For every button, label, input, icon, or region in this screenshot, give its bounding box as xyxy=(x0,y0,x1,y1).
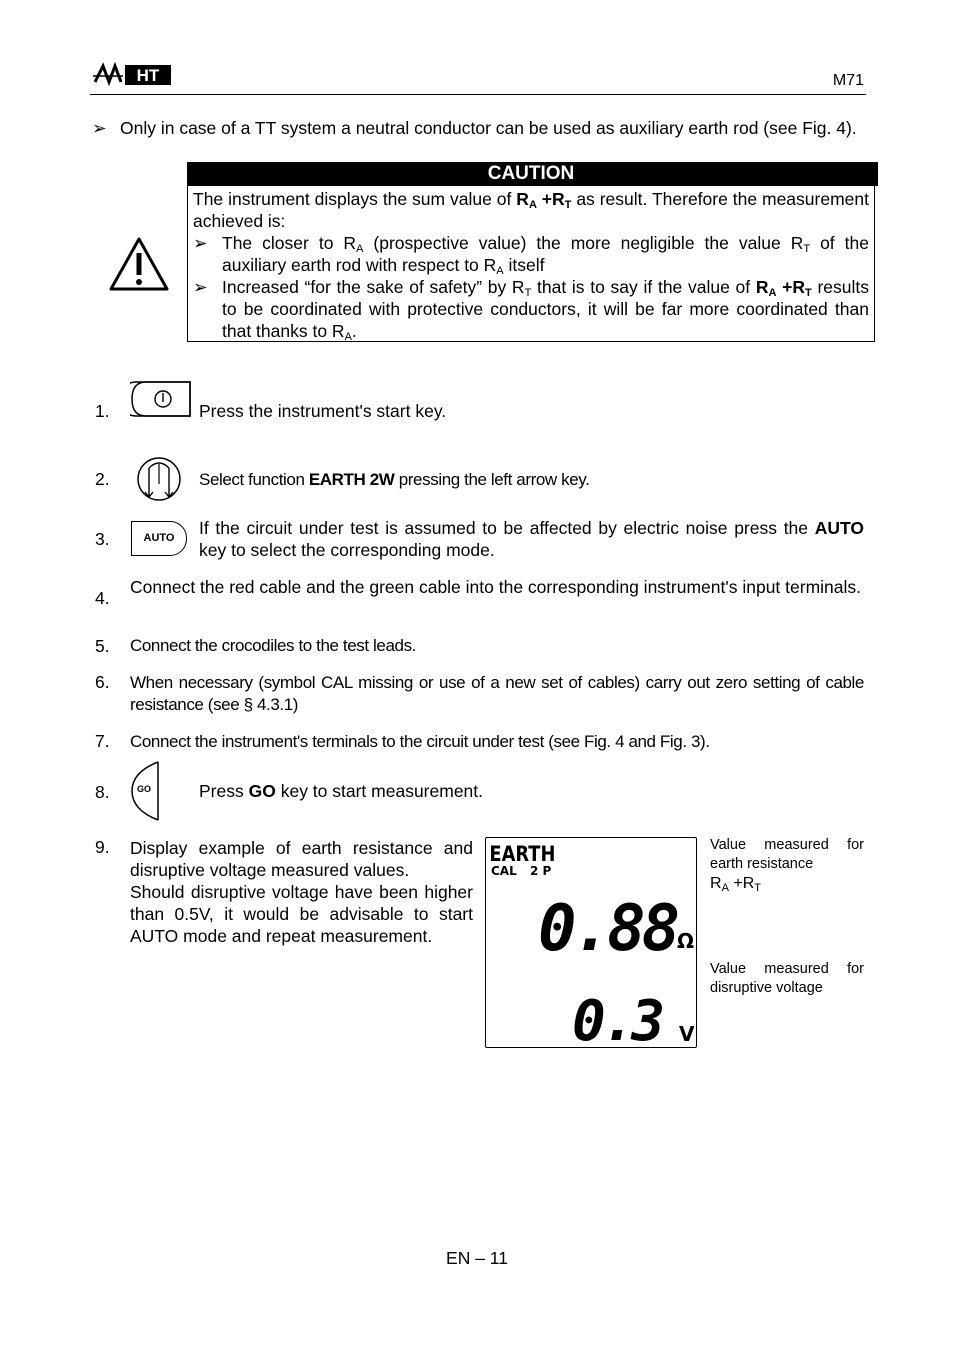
lcd-sub-unit: V xyxy=(679,1022,695,1046)
label-voltage: Value measured for disruptive voltage xyxy=(710,961,864,996)
step-number: 4. xyxy=(95,588,110,608)
caution-item-1: ➢ The closer to $R_A$ (prospective value) the more negligible the value $R_T$ of the auxiliary earth rod with respect to $R_A$ itself xyxy=(193,233,869,277)
step-number: 9. xyxy=(95,837,110,857)
intro-bullet xyxy=(92,117,864,139)
step-number: 1. xyxy=(95,401,110,421)
caution-body xyxy=(193,188,869,342)
step-number: 3. xyxy=(95,529,110,549)
svg-text:GO: GO xyxy=(136,784,152,794)
caution-title: CAUTION xyxy=(187,162,875,186)
arrow-key-icon xyxy=(136,456,182,502)
lcd-display xyxy=(485,837,697,1048)
step-number: 2. xyxy=(95,469,110,489)
step-text: When necessary (symbol CAL missing or use of a new set of cables) carry out zero setting of cable resistance (see § 4.3.1) xyxy=(130,673,864,714)
auto-key-icon: AUTO xyxy=(131,521,187,556)
model-name: M71 xyxy=(832,72,864,89)
bullet-mark: ➢ xyxy=(92,118,107,138)
caution-item-2: ➢ Increased “for the sake of safety” by $R_T$ that is to say if the value of $R_A +R_T$ results to be coordinated with protective conductors, it will be far more coordinated than that thanks to $R_A$. xyxy=(193,277,869,343)
logo-text: HT xyxy=(136,66,160,85)
header-rule xyxy=(90,94,866,95)
lcd-cal: CAL xyxy=(491,864,517,878)
intro-text: Only in case of a TT system a neutral conductor can be used as auxiliary earth rod (see Fig. 4). xyxy=(120,118,857,138)
start-key-icon xyxy=(130,380,192,418)
go-key-icon xyxy=(130,760,162,822)
step-number: 7. xyxy=(95,731,110,751)
caution-paragraph: The instrument displays the sum value of $R_A +R_T$ as result. Therefore the measurement achieved is: xyxy=(193,189,869,231)
ht-logo xyxy=(93,62,173,88)
page-number: EN – 11 xyxy=(446,1248,508,1268)
step-number: 6. xyxy=(95,672,110,692)
step-text: Press the instrument's start key. xyxy=(199,401,447,421)
lcd-sub-value: 0.3 xyxy=(572,989,662,1048)
step-text: Select function EARTH 2W pressing the left arrow key. xyxy=(199,470,590,489)
step-text: If the circuit under test is assumed to be affected by electric noise press the AUTO key to select the corresponding mode. xyxy=(199,518,864,560)
lcd-mode: 2 P xyxy=(530,864,552,878)
step-text: Connect the crocodiles to the test leads. xyxy=(130,636,416,655)
step-number: 8. xyxy=(95,782,110,802)
lcd-function: EARTH xyxy=(489,841,556,867)
step-text: Connect the red cable and the green cable into the corresponding instrument's input terminals. xyxy=(130,577,862,597)
step-text: Press GO key to start measurement. xyxy=(199,781,484,801)
step-text: Display example of earth resistance and disruptive voltage measured values. Should disruptive voltage have been higher than 0.5V, it would be advisable to start AUTO mode and repeat measurement. xyxy=(130,838,473,946)
label-resistance: Value measured for earth resistance $R_A +R_T$ xyxy=(710,837,864,894)
lcd-main-value: 0.88 xyxy=(538,892,677,966)
lcd-main-unit: Ω xyxy=(677,929,695,953)
step-number: 5. xyxy=(95,636,110,656)
step-text: Connect the instrument's terminals to the circuit under test (see Fig. 4 and Fig. 3). xyxy=(130,732,710,751)
warning-icon xyxy=(108,236,170,292)
